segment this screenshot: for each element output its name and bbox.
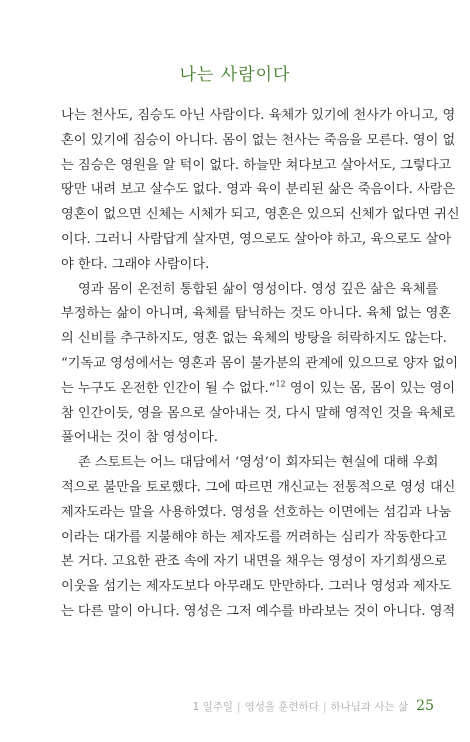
chapter-title: 나는 사람이다 [179, 65, 291, 85]
text-segment: 는 누구도 온전한 인간이 될 수 없다.” [61, 380, 276, 396]
text-line: 의 신비를 추구하지도, 영혼 없는 육체의 방탕을 허락하지도 않는다. [61, 331, 447, 347]
text-line: 부정하는 삶이 아니며, 육체를 탐닉하는 것도 아니다. 육체 없는 영혼 [61, 306, 452, 322]
text-line: 이라는 대가를 지불해야 하는 제자도를 꺼려하는 심리가 작동한다고 [61, 529, 448, 545]
footnote-marker: 12 [275, 379, 286, 389]
text-line: 혼이 있기에 짐승이 아니다. 몸이 없는 천사는 죽음을 모른다. 영이 없 [61, 132, 456, 148]
text-line: 는 다른 말이 아니다. 영성은 그저 예수를 바라보는 것이 아니다. 영적 [61, 603, 456, 619]
text-line: 본 거다. 고요한 관조 속에 자기 내면을 채우는 영성이 자기희생으로 [61, 554, 447, 570]
text-line-with-footnote [61, 377, 456, 402]
footer-part: 영성을 훈련하다 [244, 701, 319, 713]
text-line: 이웃을 섬기는 제자도보다 아무래도 만만하다. 그러나 영성과 제자도 [61, 579, 452, 595]
footer-separator: | [237, 701, 241, 713]
footer-part: 1 일주일 [192, 701, 234, 713]
paragraph [61, 278, 458, 452]
text-line: 나는 천사도, 짐승도 아닌 사람이다. 육체가 있기에 천사가 아니고, 영 [61, 108, 456, 123]
running-footer [193, 698, 434, 714]
paragraph [61, 451, 456, 625]
footer-separator: | [322, 701, 327, 713]
text-line: 영혼이 없으면 신체는 시체가 되고, 영혼은 있으되 신체가 없다면 귀신 [61, 207, 460, 223]
text-line: 참 인간이듯, 영을 몸으로 살아내는 것, 다시 말해 영적인 것을 육체로 [61, 405, 456, 421]
text-line: 야 한다. 그래야 사람이다. [61, 256, 210, 272]
page-number: 25 [416, 698, 434, 714]
text-line: 이다. 그러니 사람답게 살자면, 영으로도 살아야 하고, 육으로도 살아 [61, 231, 452, 247]
text-line: 존 스토트는 어느 대담에서 ‘영성’이 회자되는 현실에 대해 우회 [78, 455, 439, 471]
text-line: “기독교 영성에서는 영혼과 몸이 불가분의 관계에 있으므로 양자 없이 [61, 355, 458, 371]
text-line: 제자도라는 말을 사용하였다. 영성을 선호하는 이면에는 섬김과 나눔 [61, 504, 452, 520]
text-line: 는 짐승은 영원을 알 턱이 없다. 하늘만 쳐다보고 살아서도, 그렇다고 [61, 157, 452, 173]
text-line: 풀어내는 것이 참 영성이다. [61, 430, 218, 446]
footer-part: 하나님과 사는 삶 [330, 701, 409, 713]
text-line: 적으로 불만을 토로했다. 그에 따르면 개신교는 전통적으로 영성 대신 [61, 479, 456, 495]
text-segment: 영이 있는 몸, 몸이 있는 영이 [285, 380, 456, 396]
text-line: 땅만 내려 보고 살수도 없다. 영과 육이 분리된 삶은 죽음이다. 사람은 [61, 182, 456, 198]
paragraph [61, 104, 460, 278]
body-text [61, 104, 460, 625]
text-line: 영과 몸이 온전히 통합된 삶이 영성이다. 영성 깊은 삶은 육체를 [78, 281, 439, 297]
